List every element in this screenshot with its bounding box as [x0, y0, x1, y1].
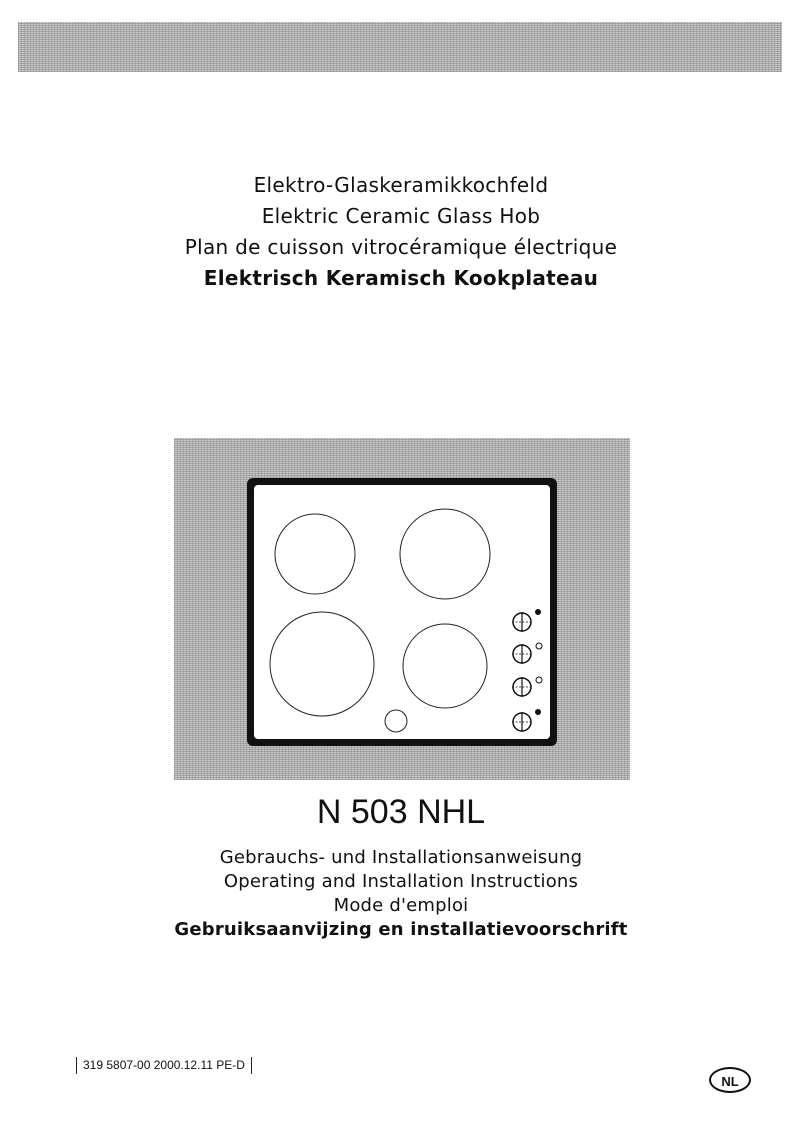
title-block — [0, 170, 802, 294]
manual-english: Operating and Installation Instructions — [223, 871, 579, 892]
manual-title-block — [0, 846, 802, 942]
title-dutch: Elektrisch Keramisch Kookplateau — [203, 266, 599, 290]
title-english: Elektric Ceramic Glass Hob — [261, 204, 541, 228]
title-german: Elektro-Glaskeramikkochfeld — [253, 173, 549, 197]
hob-glass-surface — [254, 485, 550, 739]
manual-dutch: Gebruiksaanvijzing en installatievoorschrift — [174, 919, 628, 940]
top-banner — [18, 22, 782, 72]
model-number: N 503 NHL — [316, 793, 486, 831]
title-french: Plan de cuisson vitrocéramique électrique — [184, 235, 618, 259]
hob-illustration — [174, 438, 630, 780]
language-badge: NL — [709, 1067, 751, 1093]
hob-drawing — [174, 438, 630, 780]
manual-german: Gebrauchs- und Installationsanweisung — [219, 847, 583, 868]
manual-french: Mode d'emploi — [333, 895, 469, 916]
document-code: 319 5807-00 2000.12.11 PE-D — [76, 1057, 252, 1074]
